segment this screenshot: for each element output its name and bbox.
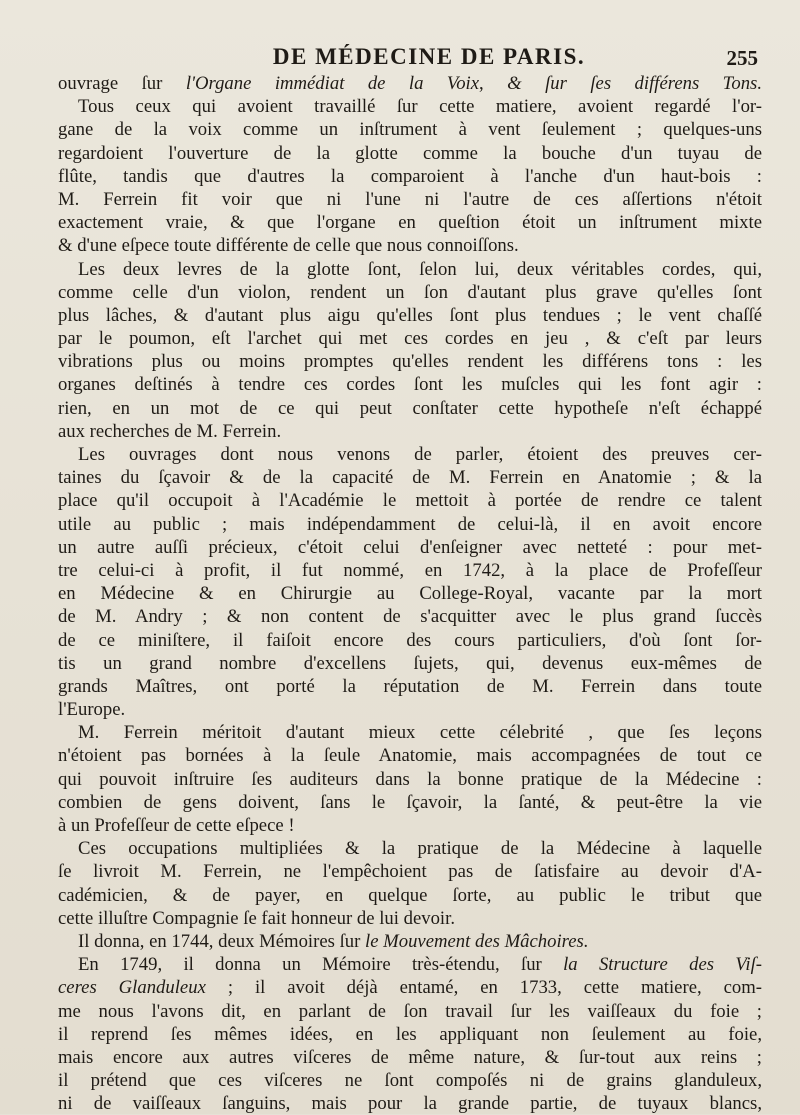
text-line: en Médecine & en Chirurgie au College-Royal, vacante par la mort (58, 583, 762, 605)
text-line: regardoient l'ouverture de la glotte comme la bouche d'un tuyau de (58, 142, 762, 164)
text-line: Il donna, en 1744, deux Mémoires ſur le Mouvement des Mâchoires. (78, 930, 589, 952)
text-line: Ces occupations multipliées & la pratique de la Médecine à laquelle (78, 838, 762, 860)
text-line: à un Profeſſeur de cette eſpece ! (58, 815, 295, 836)
text-line: mais encore aux autres viſceres de même nature, & ſur-tout aux reins ; (58, 1046, 762, 1068)
text-line: ouvrage ſur l'Organe immédiat de la Voix, & ſur ſes différens Tons. (58, 73, 762, 94)
running-title: DE MÉDECINE DE PARIS. (272, 44, 586, 69)
text-line: organes deſtinés à tendre ces cordes ſont les muſcles qui les font agir : (58, 374, 762, 396)
text-line: & d'une eſpece toute différente de celle que nous connoiſſons. (58, 235, 519, 257)
text-line: utile au public ; mais indépendamment de celui-là, il en avoit encore (58, 513, 762, 535)
text-line: tre celui-ci à profit, il fut nommé, en 1742, à la place de Profeſſeur (58, 559, 762, 581)
text-line: M. Ferrein fit voir que ni l'une ni l'autre de ces aſſertions n'étoit (58, 188, 762, 210)
text-line: comme celle d'un violon, rendent un ſon d'autant plus grave qu'elles ſont (58, 281, 762, 303)
text-line: ni de vaiſſeaux ſanguins, mais pour la grande partie, de tuyaux blancs, (58, 1093, 762, 1115)
text-line: aux recherches de M. Ferrein. (58, 420, 282, 442)
text-line: En 1749, il donna un Mémoire très-étendu, ſur la Structure des Viſ- (78, 954, 762, 976)
text-line: M. Ferrein méritoit d'autant mieux cette célebrité , que ſes leçons (78, 722, 762, 744)
text-line: place qu'il occupoit à l'Académie le mettoit à portée de rendre ce talent (58, 490, 762, 512)
text-line: taines du ſçavoir & de la capacité de M. Ferrein en Anatomie ; & la (58, 467, 762, 489)
text-line: grands Maîtres, ont porté la réputation de M. Ferrein dans toute (58, 675, 762, 697)
text-line: qui pouvoit inſtruire ſes auditeurs dans la bonne pratique de la Médecine : (58, 768, 762, 790)
text-line: de ce miniſtere, il faiſoit encore des cours particuliers, d'où ſont ſor- (58, 629, 762, 651)
text-line: tis un grand nombre d'excellens ſujets, qui, devenus eux-mêmes de (58, 652, 762, 674)
text-line: gane de la voix comme un inſtrument à vent ſeulement ; quelques-uns (58, 119, 762, 141)
text-line: Les ouvrages dont nous venons de parler, étoient des preuves cer- (78, 444, 762, 465)
body-text (58, 72, 762, 1115)
text-line: de M. Andry ; & non content de s'acquitter avec le plus grand ſuccès (58, 606, 762, 628)
text-line: vibrations plus ou moins promptes qu'elles rendent les différens tons : les (58, 351, 762, 373)
text-line: plus lâches, & d'autant plus aigu qu'elles ſont plus tendues ; le vent chaſſé (58, 304, 762, 326)
text-line: exactement vraie, & que l'organe en queſtion étoit un inſtrument mixte (58, 212, 762, 234)
text-line: ceres Glanduleux ; il avoit déjà entamé, en 1733, cette matiere, com- (58, 977, 762, 999)
text-line: par le poumon, eſt l'archet qui met ces cordes en jeu , & c'eſt par leurs (58, 328, 762, 350)
text-line: rien, en un mot de ce qui peut conſtater cette hypotheſe n'eſt échappé (58, 397, 762, 419)
text-line: l'Europe. (58, 699, 126, 721)
text-line: il reprend ſes mêmes idées, en les appliquant non ſeulement au foie, (58, 1023, 762, 1045)
text-line: n'étoient pas bornées à la ſeule Anatomie, mais accompagnées de tout ce (58, 745, 762, 767)
text-line: Les deux levres de la glotte ſont, ſelon lui, deux véritables cordes, qui, (78, 258, 762, 280)
text-line: combien de gens doivent, ſans le ſçavoir, la ſanté, & peut-être la vie (58, 791, 762, 813)
text-line: Tous ceux qui avoient travaillé ſur cette matiere, avoient regardé l'or- (78, 96, 762, 118)
text-line: cette illuſtre Compagnie ſe fait honneur de lui devoir. (58, 907, 455, 929)
text-line: un autre auſſi précieux, c'étoit celui d'enſeigner avec netteté : pour met- (58, 536, 762, 558)
text-line: ſe livroit M. Ferrein, ne l'empêchoient pas de ſatisfaire au devoir d'A- (58, 861, 762, 883)
running-head (60, 44, 758, 74)
text-line: me nous l'avons dit, en parlant de ſon travail ſur les vaiſſeaux du foie ; (58, 1000, 762, 1022)
text-line: flûte, tandis que d'autres la comparoient à l'anche d'un haut-bois : (58, 165, 762, 187)
text-line: il prétend que ces viſceres ne ſont compoſés ni de grains glanduleux, (58, 1070, 762, 1092)
page-number: 255 (726, 46, 758, 70)
text-line: cadémicien, & de payer, en quelque ſorte, au public le tribut que (58, 884, 762, 906)
